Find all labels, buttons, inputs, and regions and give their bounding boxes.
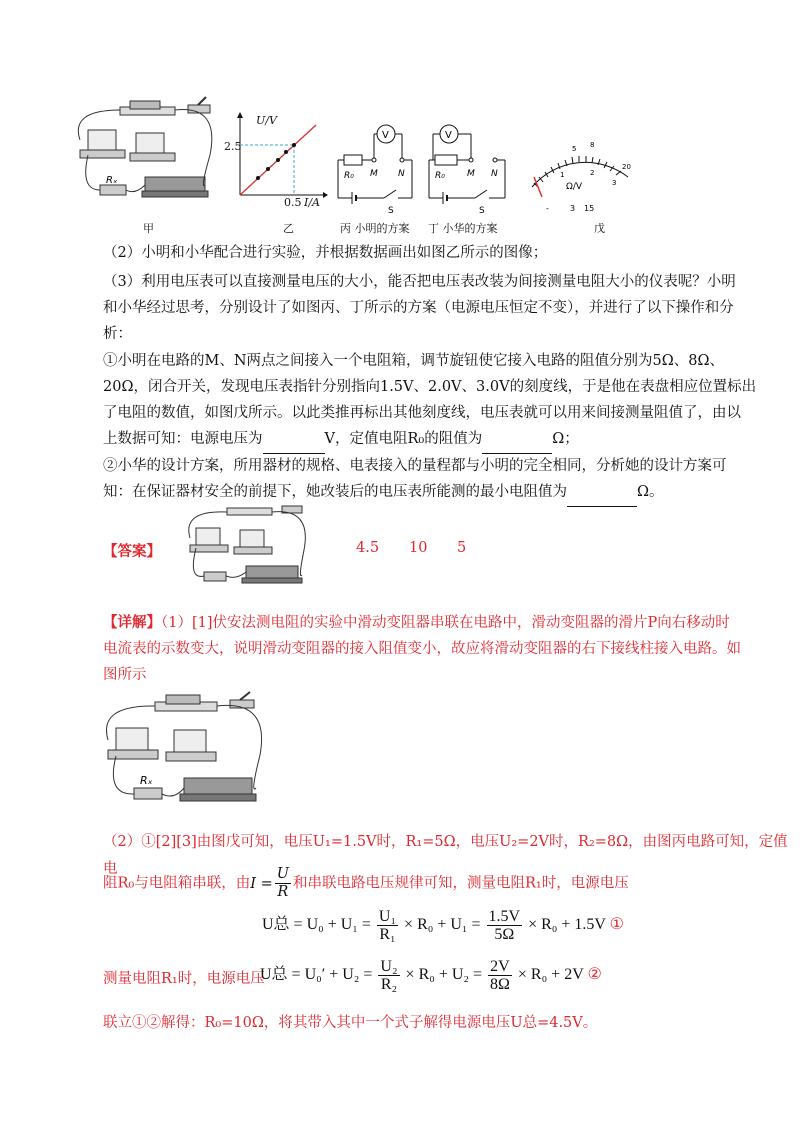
question-3-line3: 析： [103, 326, 132, 342]
n-label: N [491, 169, 498, 179]
explanation-apparatus-figure [100, 690, 275, 818]
n-label: N [398, 169, 405, 179]
answer-apparatus-figure [182, 500, 322, 595]
explanation-line5-text-b: 和串联电路电压规律可知，测量电阻R₁时，电源电压 [292, 875, 629, 892]
rx-label: Rₓ [140, 774, 153, 787]
terminal-minus: - [546, 204, 549, 213]
scale-1: 1 [560, 171, 565, 179]
scale-20: 20 [622, 163, 631, 171]
caption-yi: 乙 [283, 222, 294, 235]
eq1-frac1-num: U₁ [378, 908, 397, 925]
ohm-law-formula [250, 866, 293, 900]
part1-line4-text-a: 上数据可知：电源电压为 [103, 431, 263, 447]
explanation-line6 [103, 966, 265, 993]
question-2: （2）小明和小华配合进行实验，并根据数据画出如图乙所示的图像； [103, 245, 548, 261]
scale-2: 2 [590, 169, 595, 177]
equation-2 [260, 958, 602, 993]
part1-line3: 了电阻的数值，如图戊所示。以此类推再标出其他刻度线，电压表就可以用来间接测量阻值了，由以 [103, 405, 741, 421]
figure-yi-graph [228, 110, 328, 210]
answer-value-3: 5 [457, 540, 467, 556]
caption-ding: 丁 小华的方案 [428, 222, 498, 235]
s-label: S [388, 206, 394, 215]
ohm-denominator: R [277, 884, 289, 900]
eq2-frac1-num: U₂ [380, 958, 398, 975]
answer-value-2: 10 [409, 540, 428, 556]
caption-wu: 戊 [594, 222, 605, 235]
x-tick-0-5: 0.5 [284, 196, 302, 209]
figure-jia-apparatus [70, 95, 230, 210]
caption-jia: 甲 [143, 222, 154, 235]
eq1-mark: ① [609, 916, 624, 934]
r0-label: R₀ [435, 171, 445, 181]
y-tick-2-5: 2.5 [224, 140, 242, 153]
eq1-right: × R₀ + 1.5V [528, 916, 606, 934]
answer-label: 【答案】 [103, 543, 161, 560]
question-3-line1: （3）利用电压表可以直接测量电压的大小，能否把电压表改装为间接测量电阻大小的仪表呢？小明 [103, 274, 736, 290]
part2-line2-text-b: Ω。 [637, 484, 664, 500]
x-axis-label: I/A [304, 196, 320, 209]
answer-value-1: 4.5 [356, 540, 380, 556]
explanation-line4: （2）①[2][3]由图戊可知，电压U₁=1.5V时，R₁=5Ω，电压U₂=2V时，R₂=8Ω，由图丙电路可知，定值电 [103, 834, 788, 877]
eq1-frac2-den: 5Ω [494, 926, 515, 943]
explanation-line3: 图所示 [103, 667, 147, 683]
explanation-line7: 联立①②解得：R₀=10Ω，将其带入其中一个式子解得电源电压U总=4.5V。 [103, 1015, 598, 1031]
s-label: S [479, 206, 485, 215]
eq2-frac2-den: 8Ω [490, 976, 510, 993]
eq1-left: U总 = U₀ + U₁ = [262, 916, 371, 934]
question-3-line2: 和小华经过思考，分别设计了如图丙、丁所示的方案（电源电压恒定不变），并进行了以下操作和分 [103, 300, 734, 316]
explanation-line5-text-a: 阻R₀与电阻箱串联，由 [103, 875, 251, 892]
equation-1 [262, 908, 624, 943]
part1-line2: 20Ω，闭合开关，发现电压表指针分别指向1.5V、2.0V、3.0V的刻度线，于是他在表盘相应位置标出 [103, 379, 757, 395]
r0-label: R₀ [344, 171, 354, 181]
explanation-line1 [103, 609, 730, 637]
eq1-mid: × R₀ + U₁ = [404, 916, 481, 934]
eq1-frac2-num: 1.5V [488, 908, 521, 925]
eq2-mark: ② [587, 966, 602, 984]
m-label: M [467, 169, 475, 179]
terminal-3: 3 [570, 204, 576, 213]
eq2-mid: × R₀ + U₂ = [405, 966, 482, 984]
part2-line2-text-a: 知：在保证器材安全的前提下，她改装后的电压表所能测的最小电阻值为 [103, 484, 567, 500]
rx-label: Rₓ [106, 175, 118, 186]
voltmeter-label: V [382, 130, 389, 141]
terminal-15: 15 [584, 204, 595, 213]
figure-bing-circuit [334, 120, 424, 215]
ohm-numerator: U [276, 866, 289, 882]
scale-8: 8 [590, 141, 595, 149]
explanation-line6-text: 测量电阻R₁时，电源电压 [103, 971, 265, 987]
scale-5: 5 [572, 145, 577, 153]
ohm-left: I = [250, 875, 273, 892]
answer-blank-min-resistance[interactable] [567, 479, 637, 507]
answer-blank-r0[interactable] [482, 426, 552, 454]
eq2-frac1-den: R₂ [380, 976, 398, 993]
figure-ding-circuit [425, 120, 515, 215]
voltmeter-label: V [445, 130, 452, 141]
part2-line1: ②小华的设计方案，所用器材的规格、电表接入的量程都与小明的完全相同，分析她的设计方案可 [103, 458, 727, 474]
explanation-line2: 电流表的示数变大，说明滑动变阻器的接入阻值变小，故应将滑动变阻器的右下接线柱接入电路。如 [103, 641, 741, 657]
answer-blank-voltage[interactable] [263, 426, 325, 454]
figure-wu-meter [520, 125, 640, 220]
y-axis-label: U/V [256, 114, 277, 127]
meter-unit: Ω/V [566, 182, 583, 192]
m-label: M [370, 169, 378, 179]
caption-bing: 丙 小明的方案 [340, 222, 410, 235]
scale-3: 3 [612, 179, 617, 187]
explanation-line5 [103, 866, 629, 901]
part1-line4 [103, 426, 579, 454]
part1-line1: ①小明在电路的M、N两点之间接入一个电阻箱，调节旋钮使它接入电路的阻值分别为5Ω、8Ω、 [103, 353, 725, 369]
explanation-label: 【详解】 [103, 614, 161, 631]
part1-line4-text-b: V，定值电阻R₀的阻值为 [324, 431, 483, 447]
explanation-line1-text: （1）[1]伏安法测电阻的实验中滑动变阻器串联在电路中，滑动变阻器的滑片P向右移动时 [161, 615, 730, 631]
eq2-right: × R₀ + 2V [517, 966, 584, 984]
eq2-left: U总 = U₀′ + U₂ = [260, 966, 373, 984]
eq1-frac1-den: R₁ [379, 926, 396, 943]
eq2-frac2-num: 2V [488, 958, 512, 976]
part1-line4-text-c: Ω； [552, 431, 579, 447]
